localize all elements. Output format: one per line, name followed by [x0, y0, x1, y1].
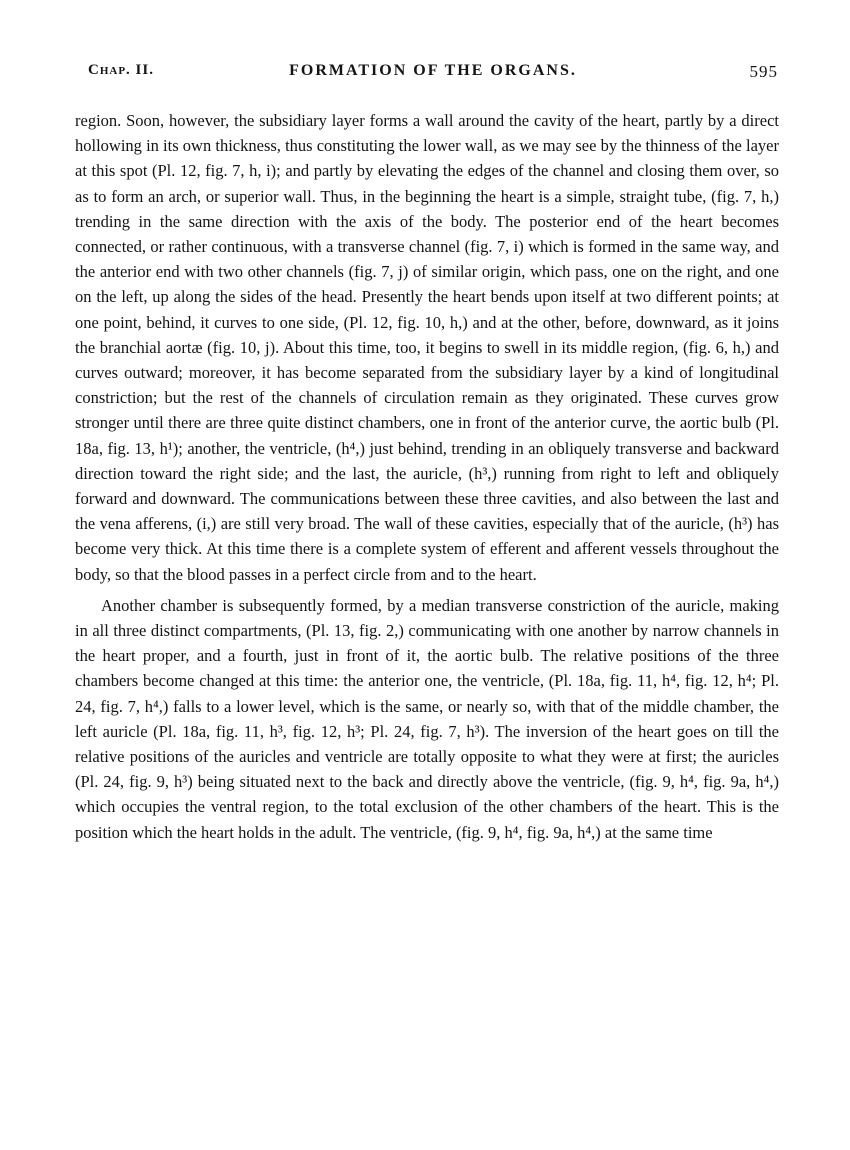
body-text [75, 108, 779, 845]
page-number: 595 [749, 62, 778, 81]
running-title: FORMATION OF THE ORGANS. [289, 62, 577, 79]
running-header [88, 62, 778, 86]
paragraph: Another chamber is subsequently formed, by a median transverse constriction of the auricle, making in all three distinct compartments, (Pl. 13, fig. 2,) communicating with one another by narrow channels in the heart proper, and a fourth, just in front of it, the aortic bulb. The relative positions of the three chambers become changed at this time: the anterior one, the ventricle, (Pl. 18a, fig. 11, h⁴, fig. 12, h⁴; Pl. 24, fig. 7, h⁴,) falls to a lower level, which is the same, or nearly so, with that of the middle chamber, the left auricle (Pl. 18a, fig. 11, h³, fig. 12, h³; Pl. 24, fig. 7, h³). The inversion of the heart goes on till the relative positions of the auricles and ventricle are totally opposite to what they were at first; the auricles (Pl. 24, fig. 9, h³) being situated next to the back and directly above the ventricle, (fig. 9, h⁴, fig. 9a, h⁴,) which occupies the ventral region, to the total exclusion of the other chambers of the heart. This is the position which the heart holds in the adult. The ventricle, (fig. 9, h⁴, fig. 9a, h⁴,) at the same time [75, 595, 779, 842]
paragraph: region. Soon, however, the subsidiary layer forms a wall around the cavity of the heart, partly by a direct hollowing in its own thickness, thus constituting the lower wall, as we may see by the thinness of the layer at this spot (Pl. 12, fig. 7, h, i); and partly by elevating the edges of the channel and closing them over, so as to form an arch, or superior wall. Thus, in the beginning the heart is a simple, straight tube, (fig. 7, h,) trending in the same direction with the axis of the body. The posterior end of the heart becomes connected, or rather continuous, with a transverse channel (fig. 7, i) which is formed in the same way, and the anterior end with two other channels (fig. 7, j) of similar origin, which pass, one on the right, and one on the left, up along the sides of the head. Presently the heart bends upon itself at two different points; at one point, behind, it curves to one side, (Pl. 12, fig. 10, h,) and at the other, before, downward, as it joins the branchial aortæ (fig. 10, j). About this time, too, it begins to swell in its middle region, (fig. 6, h,) and curves outward; moreover, it has become separated from the subsidiary layer by a kind of longitudinal constriction; but the rest of the channels of circulation remain as they originated. These curves grow stronger until there are three quite distinct chambers, one in front of the anterior curve, the aortic bulb (Pl. 18a, fig. 13, h¹); another, the ventricle, (h⁴,) just behind, trending in an obliquely transverse and backward direction toward the right side; and the last, the auricle, (h³,) running from right to left and obliquely forward and downward. The communications between these three cavities, and also between the last and the vena afferens, (i,) are still very broad. The wall of these cavities, especially that of the auricle, (h³) has become very thick. At this time there is a complete system of efferent and afferent vessels throughout the body, so that the blood passes in a perfect circle from and to the heart. [75, 111, 779, 584]
chapter-label: Chap. II. [88, 62, 154, 78]
